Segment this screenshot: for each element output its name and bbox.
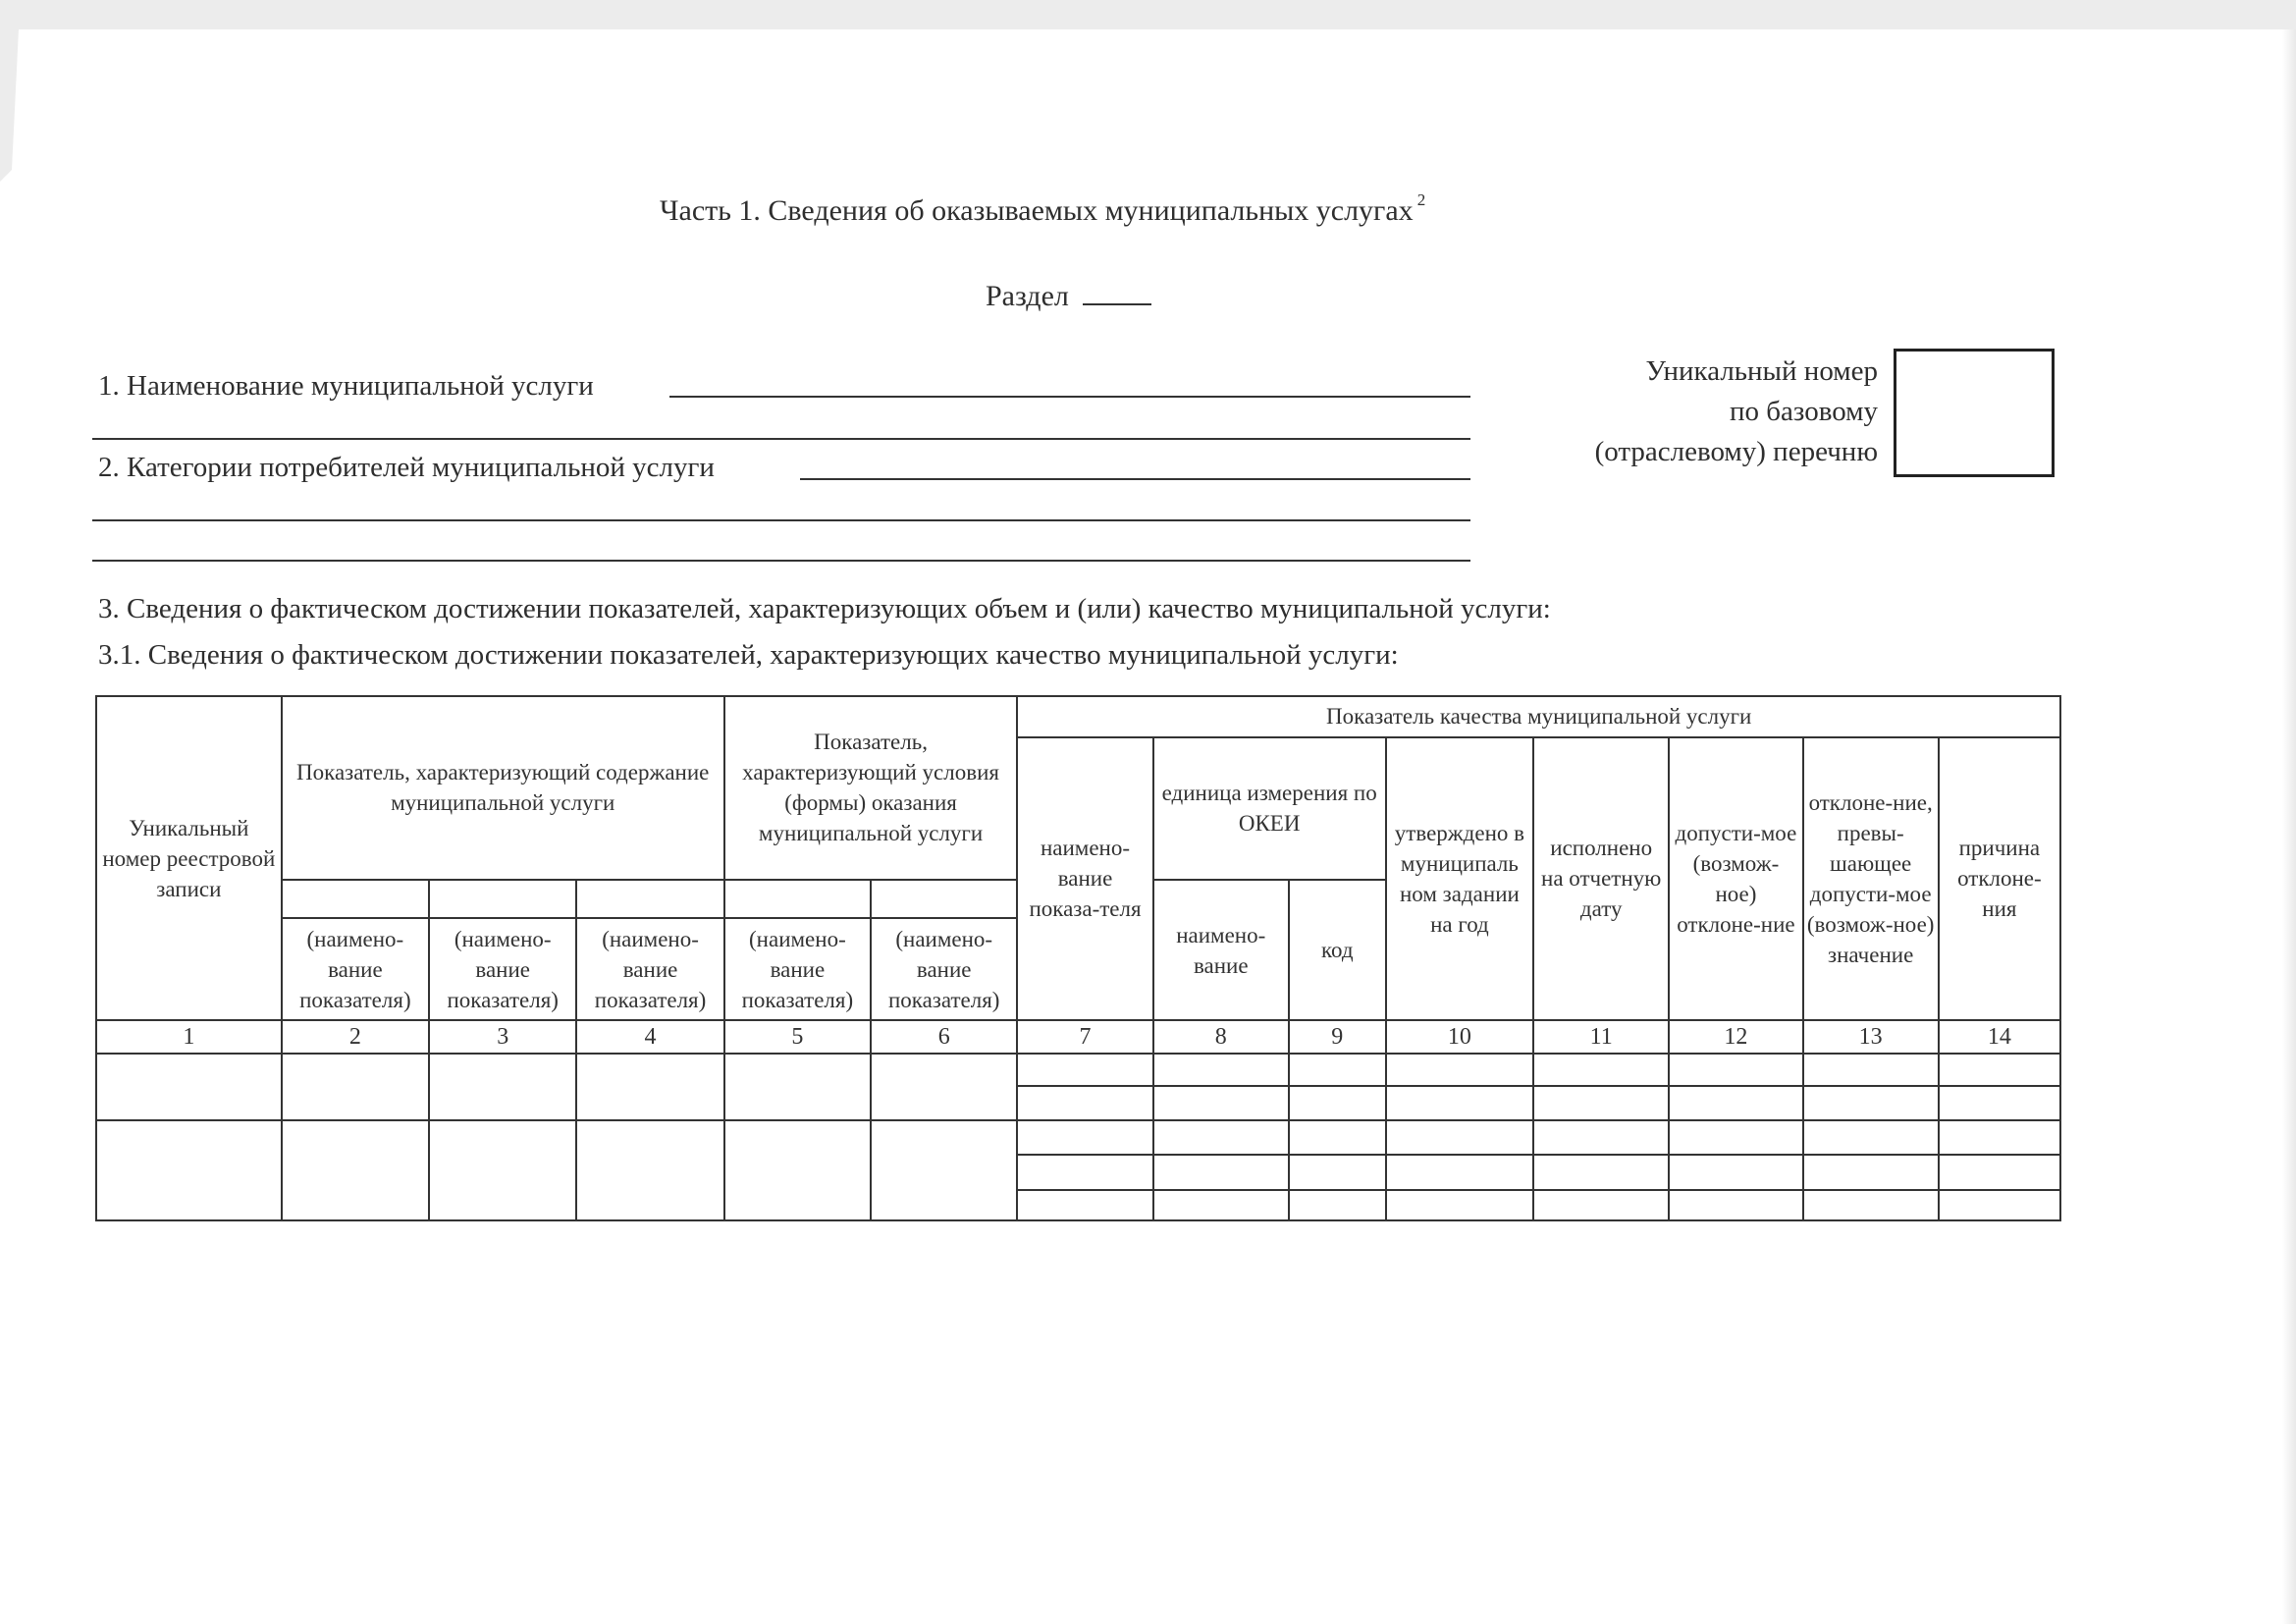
- data-cell[interactable]: [1386, 1120, 1533, 1155]
- data-cell[interactable]: [1289, 1054, 1386, 1086]
- data-cell[interactable]: [1533, 1120, 1669, 1155]
- service-name-label: 1. Наименование муниципальной услуги: [98, 370, 594, 402]
- data-cell[interactable]: [282, 1120, 429, 1220]
- data-cell[interactable]: [1669, 1120, 1802, 1155]
- data-cell[interactable]: [1017, 1054, 1152, 1086]
- data-cell[interactable]: [1669, 1086, 1802, 1120]
- data-cell[interactable]: [1533, 1054, 1669, 1086]
- blank-cell-5[interactable]: [724, 880, 871, 918]
- header-executed: исполнено на отчетную дату: [1533, 737, 1669, 1021]
- consumers-blank-3[interactable]: [92, 560, 1470, 562]
- sub-indicator-name-3: (наимено-вание показателя): [429, 918, 576, 1020]
- registry-label-line2: по базовому: [1730, 396, 1878, 427]
- data-cell[interactable]: [1939, 1086, 2060, 1120]
- column-number: 10: [1386, 1020, 1533, 1053]
- data-cell[interactable]: [1386, 1054, 1533, 1086]
- data-cell[interactable]: [871, 1120, 1017, 1220]
- page-title-text: Часть 1. Сведения об оказываемых муниципальных услугах: [660, 194, 1414, 227]
- header-allowed-deviation: допусти-мое (возмож-ное) отклоне-ние: [1669, 737, 1802, 1021]
- column-number: 12: [1669, 1020, 1802, 1053]
- sub-indicator-name-4: (наимено-вание показателя): [576, 918, 723, 1020]
- data-cell[interactable]: [1289, 1190, 1386, 1220]
- data-cell[interactable]: [1386, 1086, 1533, 1120]
- scan-shadow: [0, 0, 2296, 187]
- consumers-label: 2. Категории потребителей муниципальной услуги: [98, 452, 715, 483]
- data-cell[interactable]: [1153, 1190, 1289, 1220]
- data-cell[interactable]: [429, 1054, 576, 1121]
- data-cell[interactable]: [1153, 1054, 1289, 1086]
- data-cell[interactable]: [429, 1120, 576, 1220]
- registry-number-label: [1531, 352, 1878, 472]
- column-number: 9: [1289, 1020, 1386, 1053]
- data-cell[interactable]: [1289, 1155, 1386, 1189]
- data-cell[interactable]: [871, 1054, 1017, 1121]
- column-number: 7: [1017, 1020, 1152, 1053]
- footnote-mark: 2: [1416, 190, 1426, 209]
- consumers-blank[interactable]: [800, 478, 1470, 480]
- quality-indicators-table: [95, 695, 2061, 1221]
- consumers-blank-2[interactable]: [92, 519, 1470, 521]
- blank-cell-4[interactable]: [576, 880, 723, 918]
- blank-cell-6[interactable]: [871, 880, 1017, 918]
- registry-label-line3: (отраслевому) перечню: [1594, 436, 1878, 467]
- section-label: Раздел: [986, 280, 1069, 312]
- header-unique-number: Уникальный номер реестровой записи: [96, 696, 282, 1020]
- data-cell[interactable]: [1386, 1155, 1533, 1189]
- data-cell[interactable]: [1289, 1120, 1386, 1155]
- data-cell[interactable]: [1153, 1086, 1289, 1120]
- data-cell[interactable]: [1939, 1155, 2060, 1189]
- data-cell[interactable]: [1289, 1086, 1386, 1120]
- sub-indicator-name-2: (наимено-вание показателя): [282, 918, 429, 1020]
- data-cell[interactable]: [724, 1120, 871, 1220]
- data-cell[interactable]: [1939, 1190, 2060, 1220]
- data-cell[interactable]: [1939, 1120, 2060, 1155]
- header-unit-okei: единица измерения по ОКЕИ: [1153, 737, 1386, 880]
- service-name-blank[interactable]: [669, 396, 1470, 398]
- data-cell[interactable]: [1669, 1155, 1802, 1189]
- data-cell[interactable]: [1533, 1190, 1669, 1220]
- header-conditions-indicator: Показатель, характеризующий условия (формы) оказания муниципальной услуги: [724, 696, 1018, 880]
- data-cell[interactable]: [1803, 1190, 1939, 1220]
- data-cell[interactable]: [1017, 1120, 1152, 1155]
- section-line: [986, 278, 1151, 313]
- data-cell[interactable]: [1153, 1120, 1289, 1155]
- data-cell[interactable]: [282, 1054, 429, 1121]
- header-indicator-name: наимено-вание показа-теля: [1017, 737, 1152, 1021]
- column-number: 5: [724, 1020, 871, 1053]
- column-number: 11: [1533, 1020, 1669, 1053]
- section-number-blank[interactable]: [1083, 278, 1151, 305]
- column-number: 8: [1153, 1020, 1289, 1053]
- column-number: 4: [576, 1020, 723, 1053]
- header-unit-name: наимено-вание: [1153, 880, 1289, 1020]
- header-unit-code: код: [1289, 880, 1386, 1020]
- blank-cell-2[interactable]: [282, 880, 429, 918]
- data-cell[interactable]: [1803, 1054, 1939, 1086]
- header-content-indicator: Показатель, характеризующий содержание муниципальной услуги: [282, 696, 724, 880]
- header-exceeding-deviation: отклоне-ние, превы-шающее допусти-мое (возмож-ное) значение: [1803, 737, 1939, 1021]
- registry-number-box[interactable]: [1894, 349, 2055, 477]
- registry-label-line1: Уникальный номер: [1645, 355, 1878, 387]
- data-cell[interactable]: [576, 1054, 723, 1121]
- header-quality-indicator: Показатель качества муниципальной услуги: [1017, 696, 2060, 737]
- data-cell[interactable]: [1017, 1190, 1152, 1220]
- column-number: 13: [1803, 1020, 1939, 1053]
- data-cell[interactable]: [576, 1120, 723, 1220]
- header-approved: утверждено в муниципаль ном задании на год: [1386, 737, 1533, 1021]
- column-number: 14: [1939, 1020, 2060, 1053]
- header-deviation-reason: причина отклоне-ния: [1939, 737, 2060, 1021]
- data-cell[interactable]: [1803, 1155, 1939, 1189]
- data-cell[interactable]: [1153, 1155, 1289, 1189]
- column-number: 1: [96, 1020, 282, 1053]
- data-cell[interactable]: [1669, 1054, 1802, 1086]
- data-cell[interactable]: [1017, 1155, 1152, 1189]
- data-cell[interactable]: [96, 1054, 282, 1121]
- scan-edge: [2282, 29, 2296, 1624]
- sub-indicator-name-5: (наимено-вание показателя): [724, 918, 871, 1020]
- info-line-3-1: 3.1. Сведения о фактическом достижении показателей, характеризующих качество муниципальной услуги:: [98, 639, 1399, 671]
- service-name-blank-2[interactable]: [92, 438, 1470, 440]
- sub-indicator-name-6: (наимено-вание показателя): [871, 918, 1017, 1020]
- data-cell[interactable]: [724, 1054, 871, 1121]
- data-cell[interactable]: [1939, 1054, 2060, 1086]
- data-cell[interactable]: [1017, 1086, 1152, 1120]
- data-cell[interactable]: [1533, 1155, 1669, 1189]
- column-number: 2: [282, 1020, 429, 1053]
- blank-cell-3[interactable]: [429, 880, 576, 918]
- data-cell[interactable]: [1533, 1086, 1669, 1120]
- data-cell[interactable]: [1803, 1120, 1939, 1155]
- page-title: [660, 190, 1426, 228]
- info-line-3: 3. Сведения о фактическом достижении показателей, характеризующих объем и (или) качество муниципальной услуги:: [98, 593, 1551, 624]
- data-cell[interactable]: [96, 1120, 282, 1220]
- data-cell[interactable]: [1803, 1086, 1939, 1120]
- data-cell[interactable]: [1669, 1190, 1802, 1220]
- data-cell[interactable]: [1386, 1190, 1533, 1220]
- column-number: 6: [871, 1020, 1017, 1053]
- column-number: 3: [429, 1020, 576, 1053]
